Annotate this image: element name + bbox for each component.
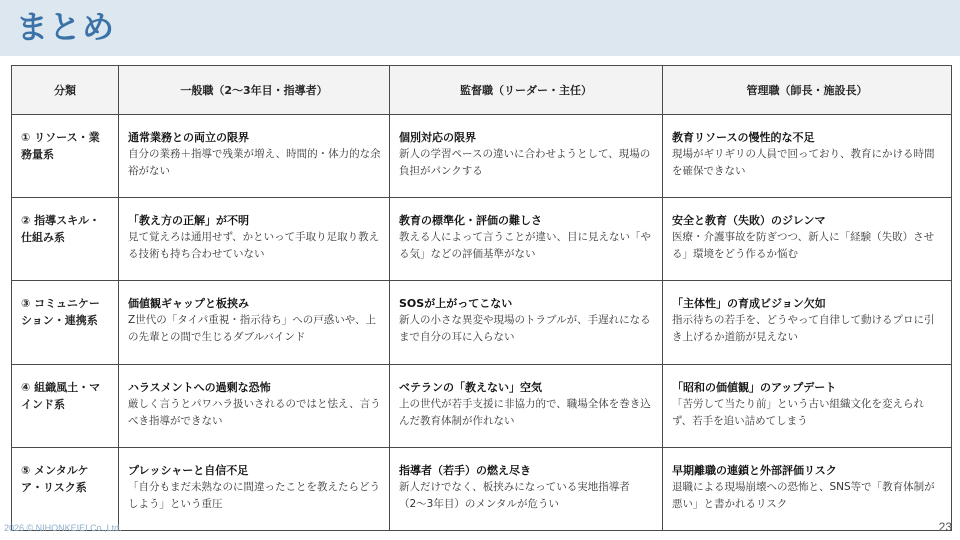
table-row (12, 198, 952, 281)
table-cell (663, 364, 952, 447)
cell-body: 退職による現場崩壊への恐怖と、SNS等で「教育体制が悪い」と書かれるリスク (672, 480, 935, 510)
cell-body: 上の世代が若手支援に非協力的で、職場全体を巻き込んだ教育体制が作れない (399, 397, 651, 427)
table-cell (390, 364, 663, 447)
table-cell (390, 447, 663, 530)
category-label: ① リソース・業務量系 (21, 131, 100, 161)
cell-heading: プレッシャーと自信不足 (128, 463, 249, 477)
cell-body: 「苦労して当たり前」という古い組織文化を変えられず、若手を追い詰めてしまう (672, 397, 924, 427)
cell-body: 指示待ちの若手を、どうやって自律して動けるプロに引き上げるか道筋が見えない (672, 314, 935, 344)
table-cell (119, 364, 390, 447)
table-row (12, 281, 952, 364)
header-general-staff: 一般職（2〜3年目・指導者） (119, 66, 390, 115)
cell-body: 医療・介護事故を防ぎつつ、新人に「経験（失敗）させる」環境をどう作るか悩む (672, 231, 935, 261)
table-header-row (12, 66, 952, 115)
cell-body: 新人の学習ペースの違いに合わせようとして、現場の負担がパンクする (399, 148, 651, 177)
cell-heading: ベテランの「教えない」空気 (399, 380, 542, 394)
cell-body: 現場がギリギリの人員で回っており、教育にかける時間を確保できない (672, 148, 935, 177)
cell-heading: 教育リソースの慢性的な不足 (672, 131, 815, 144)
header-category: 分類 (12, 66, 119, 115)
table-cell (390, 115, 663, 198)
cell-heading: 通常業務との両立の限界 (128, 131, 249, 144)
cell-body: 新人だけでなく、板挟みになっている実地指導者（2〜3年目）のメンタルが危うい (399, 480, 630, 510)
cell-heading: 早期離職の連鎖と外部評価リスク (672, 463, 837, 477)
copyright-footer: 2026 © NIHONKEIEI Co.,Ltd. (4, 523, 122, 533)
cell-heading: 価値観ギャップと板挟み (128, 297, 249, 311)
cell-heading: ハラスメントへの過剰な恐怖 (128, 380, 271, 394)
cell-heading: 「昭和の価値観」のアップデート (672, 380, 837, 394)
table-cell (119, 447, 390, 530)
table-cell (390, 281, 663, 364)
cell-body: 厳しく言うとパワハラ扱いされるのではと怯え、言うべき指導ができない (128, 397, 381, 427)
table-cell (119, 115, 390, 198)
table-cell (663, 198, 952, 281)
header-manager: 管理職（師長・施設長） (663, 66, 952, 115)
table-cell (119, 198, 390, 281)
category-label: ③ コミュニケーション・連携系 (21, 297, 100, 328)
table-row (12, 447, 952, 530)
category-cell (12, 281, 119, 364)
cell-body: Z世代の「タイパ重視・指示待ち」への戸惑いや、上の先輩との間で生じるダブルバインド (128, 314, 377, 344)
table-cell (663, 115, 952, 198)
category-label: ② 指導スキル・仕組み系 (21, 214, 101, 245)
header-supervisor: 監督職（リーダー・主任） (390, 66, 663, 115)
category-cell (12, 115, 119, 198)
category-cell (12, 364, 119, 447)
cell-body: 自分の業務＋指導で残業が増え、時間的・体力的な余裕がない (128, 148, 381, 177)
cell-heading: 指導者（若手）の燃え尽き (399, 463, 531, 477)
table-cell (119, 281, 390, 364)
table-row (12, 364, 952, 447)
table-cell (390, 198, 663, 281)
title-bar (0, 0, 960, 56)
cell-body: 新人の小さな異変や現場のトラブルが、手遅れになるまで自分の耳に入らない (399, 314, 651, 344)
cell-heading: 個別対応の限界 (399, 131, 476, 144)
cell-heading: 「主体性」の育成ビジョン欠如 (672, 297, 826, 311)
category-cell (12, 198, 119, 281)
category-cell (12, 447, 119, 530)
cell-heading: SOSが上がってこない (399, 297, 513, 311)
category-label: ⑤ メンタルケア・リスク系 (21, 463, 89, 494)
page-number: 23 (938, 520, 952, 534)
category-label: ④ 組織風土・マインド系 (21, 380, 101, 411)
table-row (12, 115, 952, 198)
cell-heading: 「教え方の正解」が不明 (128, 214, 249, 228)
cell-heading: 安全と教育（失敗）のジレンマ (672, 214, 826, 228)
summary-table (11, 65, 952, 531)
cell-body: 教える人によって言うことが違い、目に見えない「やる気」などの評価基準がない (399, 231, 651, 261)
table-cell (663, 281, 952, 364)
page-title: まとめ (16, 8, 116, 46)
cell-heading: 教育の標準化・評価の難しさ (399, 214, 542, 228)
table-cell (663, 447, 952, 530)
cell-body: 見て覚えろは通用せず、かといって手取り足取り教える技術も持ち合わせていない (128, 231, 380, 261)
cell-body: 「自分もまだ未熟なのに間違ったことを教えたらどうしよう」という重圧 (128, 480, 380, 510)
